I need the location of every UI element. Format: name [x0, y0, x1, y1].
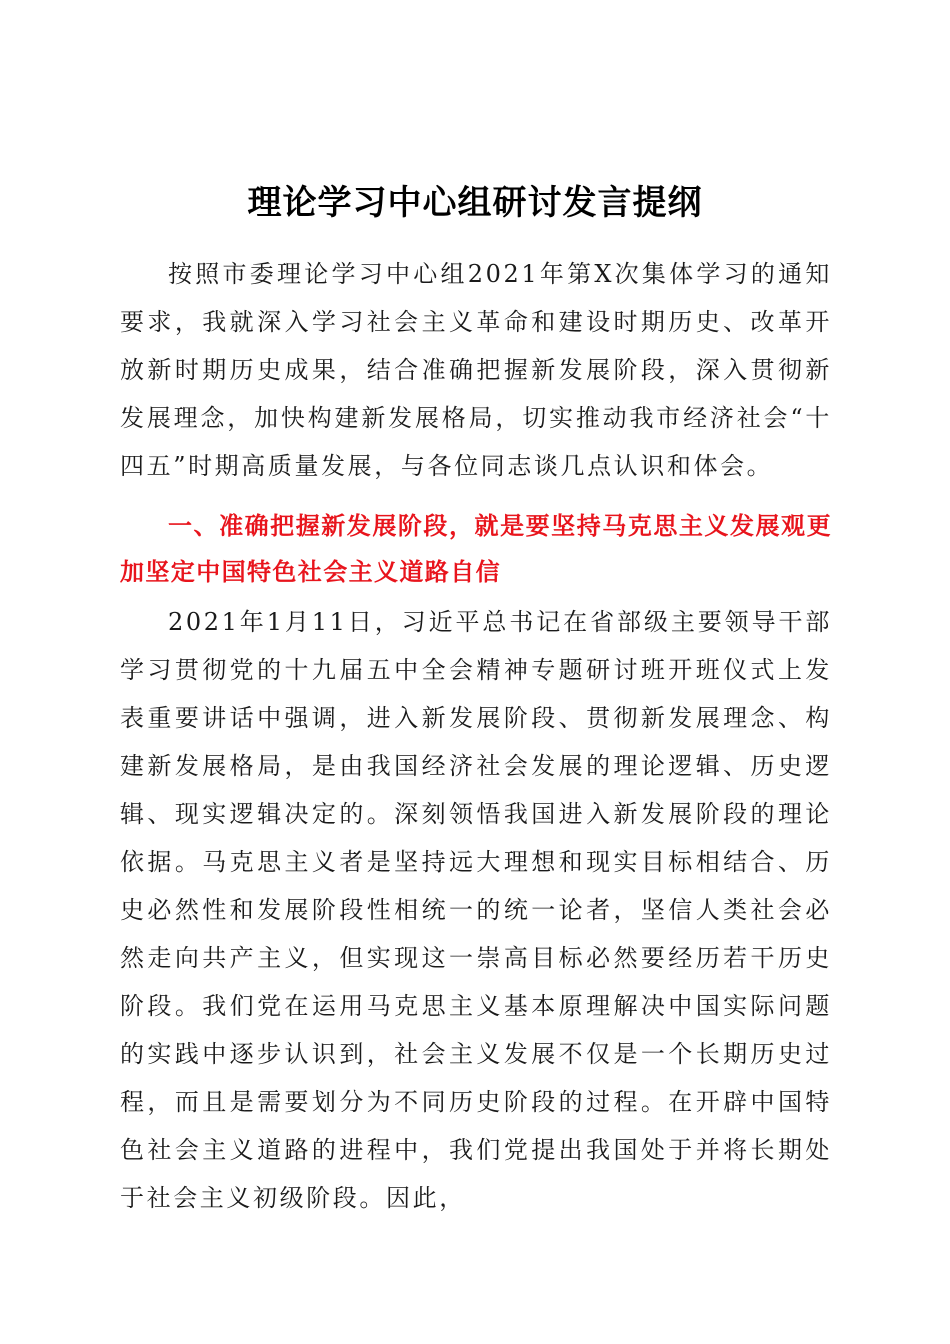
document-title: 理论学习中心组研讨发言提纲 [247, 183, 703, 223]
section-heading-1: 一、准确把握新发展阶段，就是要坚持马克思主义发展观更加坚定中国特色社会主义道路自信 [120, 512, 832, 586]
section-1-paragraph: 2021年1月11日，习近平总书记在省部级主要领导干部学习贯彻党的十九届五中全会精神专题研讨班开班仪式上发表重要讲话中强调，进入新发展阶段、贯彻新发展理念、构建新发展格局，是由我国经济社会发展的理论逻辑、历史逻辑、现实逻辑决定的。深刻领悟我国进入新发展阶段的理论依据。马克思主义者是坚持远大理想和现实目标相结合、历史必然性和发展阶段性相统一的统一论者，坚信人类社会必然走向共产主义，但实现这一崇高目标必然要经历若干历史阶段。我们党在运用马克思主义基本原理解决中国实际问题的实践中逐步认识到，社会主义发展不仅是一个长期历史过程，而且是需要划分为不同历史阶段的过程。在开辟中国特色社会主义道路的进程中，我们党提出我国处于并将长期处于社会主义初级阶段。因此， [120, 608, 832, 1212]
intro-paragraph: 按照市委理论学习中心组2021年第X次集体学习的通知要求，我就深入学习社会主义革命和建设时期历史、改革开放新时期历史成果，结合准确把握新发展阶段，深入贯彻新发展理念，加快构建新发展格局，切实推动我市经济社会“十四五”时期高质量发展，与各位同志谈几点认识和体会。 [120, 260, 832, 480]
